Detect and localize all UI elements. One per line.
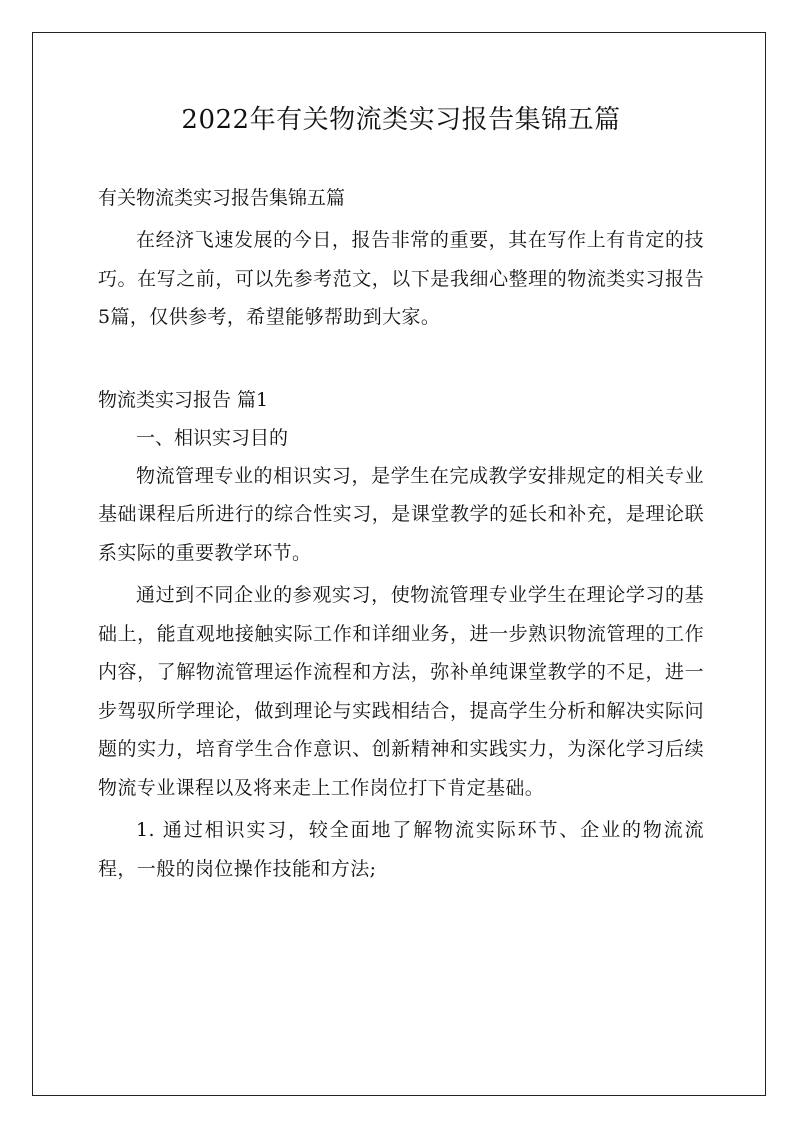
section-heading: 物流类实习报告 篇1 xyxy=(98,388,269,411)
intro-paragraph: 在经济飞速发展的今日，报告非常的重要，其在写作上有肯定的技巧。在写之前，可以先参考范文，以下是我细心整理的物流类实习报告5篇，仅供参考，希望能够帮助到大家。 xyxy=(98,229,704,328)
section-spacer xyxy=(98,337,704,381)
body-paragraph-1: 物流管理专业的相识实习，是学生在完成教学安排规定的相关专业基础课程后所进行的综合性实习，是课堂教学的延长和补充，是理论联系实际的重要教学环节。 xyxy=(98,464,704,564)
document-title: 2022年有关物流类实习报告集锦五篇 xyxy=(181,105,621,135)
sub-heading: 一、相识实习目的 xyxy=(136,426,289,449)
body-paragraph-2: 通过到不同企业的参观实习，使物流管理专业学生在理论学习的基础上，能直观地接触实际工作和详细业务，进一步熟识物流管理的工作内容，了解物流管理运作流程和方法，弥补单纯课堂教学的不足，进一步驾驭所学理论，做到理论与实践相结合，提高学生分析和解决实际问题的实力，培育学生合作意识、创新精神和实践实力，为深化学习后续物流专业课程以及将来走上工作岗位打下肯定基础。 xyxy=(98,584,704,799)
list-item-1: 1. 通过相识实习，较全面地了解物流实际环节、企业的物流流程，一般的岗位操作技能和方法; xyxy=(98,819,704,880)
document-subtitle: 有关物流类实习报告集锦五篇 xyxy=(98,187,346,209)
document-body xyxy=(98,95,704,888)
